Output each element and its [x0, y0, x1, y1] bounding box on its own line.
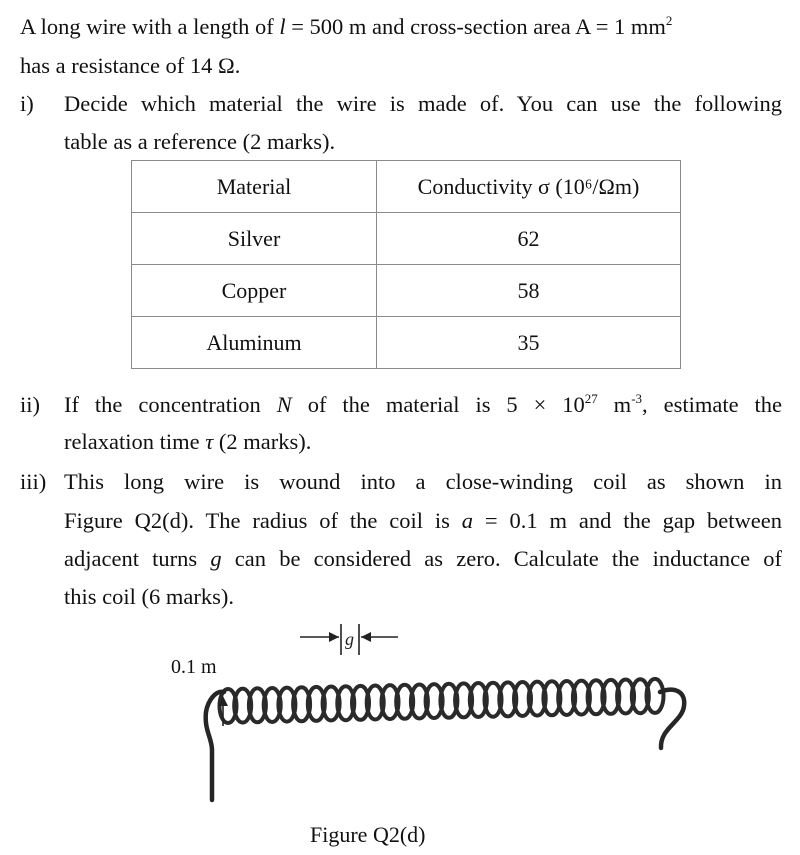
part-i-line-1: Decide which material the wire is made of. You can use the following: [64, 91, 782, 116]
coil-turns: [220, 679, 664, 723]
conductivity-cell: 58: [377, 265, 681, 317]
concentration-variable: N: [276, 392, 292, 417]
part-ii-text: relaxation time: [64, 429, 206, 454]
part-ii-text: , estimate the: [642, 392, 782, 417]
material-cell: Aluminum: [132, 317, 377, 369]
conductivity-cell: 62: [377, 213, 681, 265]
header-conductivity: Conductivity σ (10⁶/Ωm): [377, 161, 681, 213]
material-cell: Silver: [132, 213, 377, 265]
part-iii-text: Figure Q2(d). The radius of the coil is: [64, 508, 462, 533]
part-ii-text: (2 marks).: [213, 429, 312, 454]
part-iii-line-4: this coil (6 marks).: [64, 584, 234, 609]
conductivity-cell: 35: [377, 317, 681, 369]
intro-text: has a resistance of 14 Ω.: [20, 53, 241, 78]
part-i-number: i): [20, 91, 34, 116]
tau-variable: τ: [205, 429, 214, 454]
intro-text: A long wire with a length of: [20, 14, 280, 39]
radius-variable: a: [461, 508, 474, 533]
part-i-line-2: table as a reference (2 marks).: [64, 129, 336, 154]
length-variable: l: [279, 14, 286, 39]
part-iii-line-1: This long wire is wound into a close-winding coil as shown in: [64, 469, 782, 494]
intro-text: = 500 m and cross-section area A = 1 mm: [285, 14, 666, 39]
radius-label: 0.1 m: [171, 656, 217, 678]
part-iii-text: can be considered as zero. Calculate the inductance of: [221, 546, 782, 571]
header-material: Material: [132, 161, 377, 213]
part-ii-text: If the concentration: [64, 392, 277, 417]
part-iii-number: iii): [20, 469, 47, 494]
figure-caption: Figure Q2(d): [310, 822, 426, 847]
gap-variable: g: [210, 546, 222, 571]
part-ii-text: of the material is 5 × 10: [291, 392, 585, 417]
part-iii-text: = 0.1 m and the gap between: [473, 508, 782, 533]
superscript: 27: [584, 391, 598, 406]
superscript: -3: [631, 391, 643, 406]
gap-label: g: [345, 629, 354, 649]
material-cell: Copper: [132, 265, 377, 317]
part-iii-text: adjacent turns: [64, 546, 211, 571]
part-ii-text: m: [597, 392, 632, 417]
superscript: 2: [665, 13, 673, 28]
part-ii-number: ii): [20, 392, 40, 417]
